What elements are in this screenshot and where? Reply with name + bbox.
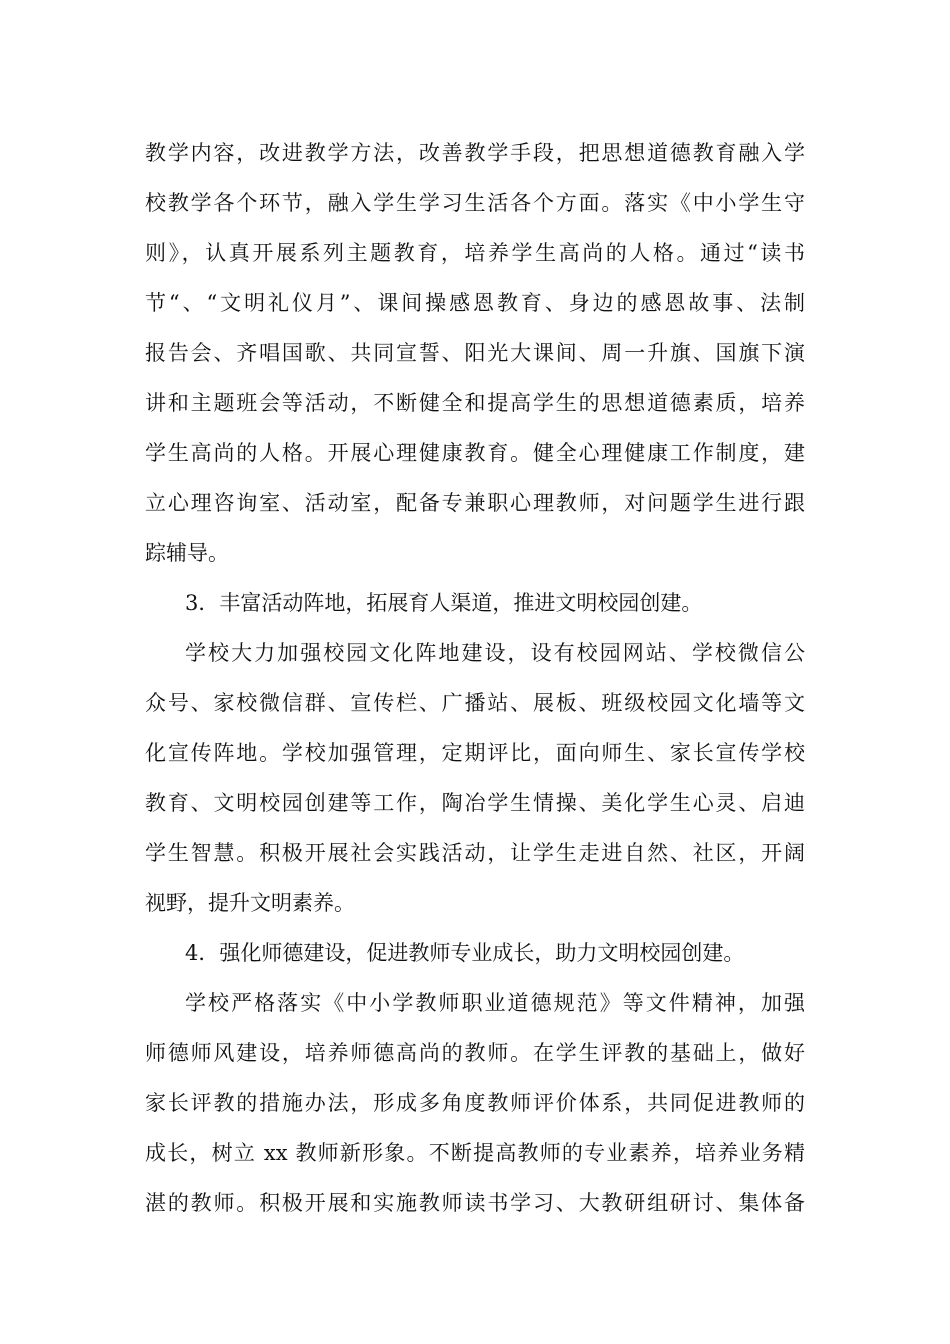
text-line-14: 教育、文明校园创建等工作，陶冶学生情操、美化学生心灵、启迪 [145,791,805,815]
text-line-2: 校教学各个环节，融入学生学习生活各个方面。落实《中小学生守 [145,191,805,215]
text-line-3: 则》，认真开展系列主题教育，培养学生高尚的人格。通过“读书 [145,241,805,265]
text-line-19: 师德师风建设，培养师德高尚的教师。在学生评教的基础上，做好 [145,1041,805,1065]
text-line-1: 教学内容，改进教学方法，改善教学手段，把思想道德教育融入学 [145,141,805,165]
text-line-12: 众号、家校微信群、宣传栏、广播站、展板、班级校园文化墙等文 [145,691,805,715]
text-line-15: 学生智慧。积极开展社会实践活动，让学生走进自然、社区，开阔 [145,841,805,865]
text-line-6: 讲和主题班会等活动，不断健全和提高学生的思想道德素质，培养 [145,391,805,415]
text-line-18: 学校严格落实《中小学教师职业道德规范》等文件精神，加强 [185,991,805,1015]
text-line-11: 学校大力加强校园文化阵地建设，设有校园网站、学校微信公 [185,641,805,665]
section-heading-4: 4．强化师德建设，促进教师专业成长，助力文明校园创建。 [185,941,745,965]
text-line-4: 节“、“文明礼仪月”、课间操感恩教育、身边的感恩故事、法制 [145,291,805,315]
text-line-21: 成长，树立 xx 教师新形象。不断提高教师的专业素养，培养业务精 [145,1141,805,1165]
text-line-13: 化宣传阵地。学校加强管理，定期评比，面向师生、家长宣传学校 [145,741,805,765]
text-line-22: 湛的教师。积极开展和实施教师读书学习、大教研组研讨、集体备 [145,1191,805,1215]
text-line-16: 视野，提升文明素养。 [145,891,355,915]
text-line-5: 报告会、齐唱国歌、共同宣誓、阳光大课间、周一升旗、国旗下演 [145,341,805,365]
text-line-20: 家长评教的措施办法，形成多角度教师评价体系，共同促进教师的 [145,1091,805,1115]
text-line-7: 学生高尚的人格。开展心理健康教育。健全心理健康工作制度，建 [145,441,805,465]
text-line-9: 踪辅导。 [145,541,229,565]
section-heading-3: 3．丰富活动阵地，拓展育人渠道，推进文明校园创建。 [185,591,703,615]
document-body [145,128,805,1228]
text-line-8: 立心理咨询室、活动室，配备专兼职心理教师，对问题学生进行跟 [145,491,805,515]
